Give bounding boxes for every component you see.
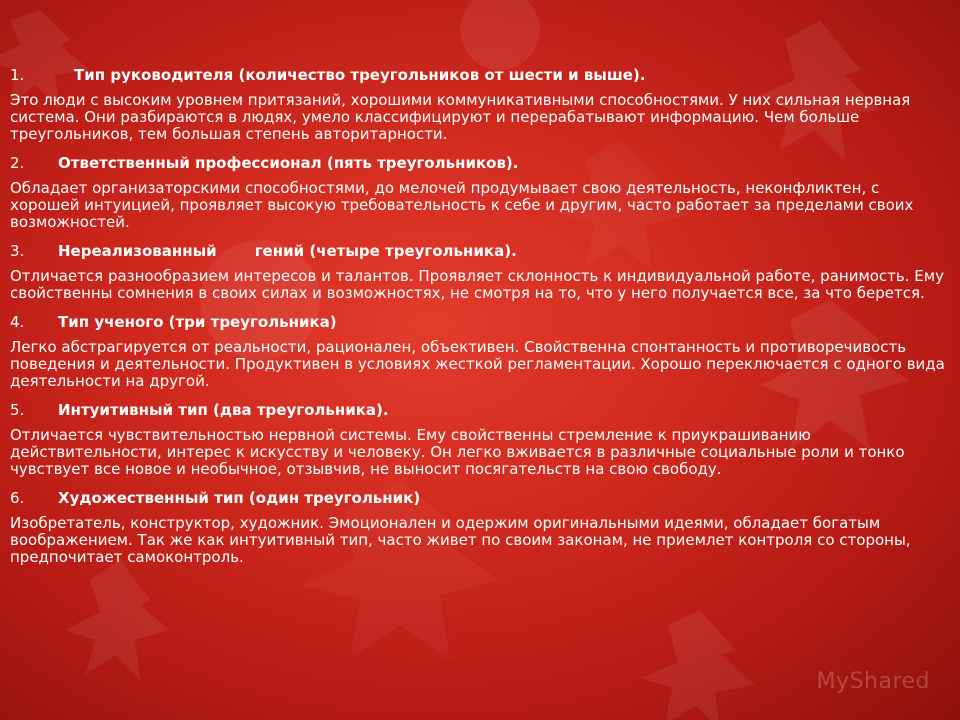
section-3-heading [10, 242, 945, 260]
section-6-number: 6. [10, 489, 25, 507]
section-4-title: Тип ученого (три треугольника) [58, 313, 337, 331]
section-6-body: Изобретатель, конструктор, художник. Эмоционален и одержим оригинальными идеями, обладает богатым воображением. Так же как интуитивный тип, часто живет по своим законам, не приемлет контроля со стороны, предпочитает самоконтроль. [10, 514, 911, 566]
section-4-heading [10, 313, 945, 331]
section-1-heading [10, 66, 945, 84]
slide-content [10, 66, 945, 577]
section-5-body: Отличается чувствительностью нервной системы. Ему свойственны стремление к приукрашиванию действительности, интерес к искусству и человеку. Он легко вживается в различные социальные роли и тонко чувствует все новое и необычное, отзывчив, не выносит посягательств на свою свободу. [10, 426, 905, 478]
section-3-body: Отличается разнообразием интересов и талантов. Проявляет склонность к индивидуальной работе, ранимость. Ему свойственны сомнения в своих силах и возможностях, не смотря на то, что у него получается все, за что берется. [10, 267, 944, 302]
section-5-number: 5. [10, 401, 25, 419]
section-1-number: 1. [10, 66, 25, 84]
section-3-title-part2: гений (четыре треугольника). [254, 242, 517, 260]
section-6-title: Художественный тип (один треугольник) [58, 489, 421, 507]
section-2-heading [10, 154, 945, 172]
section-5-heading [10, 401, 945, 419]
section-1-title: Тип руководителя (количество треугольников от шести и выше). [74, 66, 646, 84]
section-2-body: Обладает организаторскими способностями, до мелочей продумывает свою деятельность, неконфликтен, с хорошей интуицией, проявляет высокую требовательность к себе и другим, часто работает за пределами своих возможностей. [10, 179, 914, 231]
section-4-body: Легко абстрагируется от реальности, рационален, объективен. Свойственна спонтанность и противоречивость поведения и деятельности. Продуктивен в условиях жесткой регламентации. Хорошо переключается с одного вида деятельности на другой. [10, 338, 945, 390]
section-3-number: 3. [10, 242, 25, 260]
section-6-heading [10, 489, 945, 507]
section-5-title: Интуитивный тип (два треугольника). [58, 401, 389, 419]
section-3-title-part1: Нереализованный [58, 242, 217, 260]
section-1-body: Это люди с высоким уровнем притязаний, хорошими коммуникативными способностями. У них сильная нервная система. Они разбираются в людях, умело классифицируют и перерабатывают информацию. Чем больше треугольников, тем большая степень авторитарности. [10, 91, 911, 143]
section-2-number: 2. [10, 154, 25, 172]
section-4-number: 4. [10, 313, 25, 331]
watermark-logo: MyShared [816, 669, 930, 694]
section-2-title: Ответственный профессионал (пять треугольников). [58, 154, 519, 172]
